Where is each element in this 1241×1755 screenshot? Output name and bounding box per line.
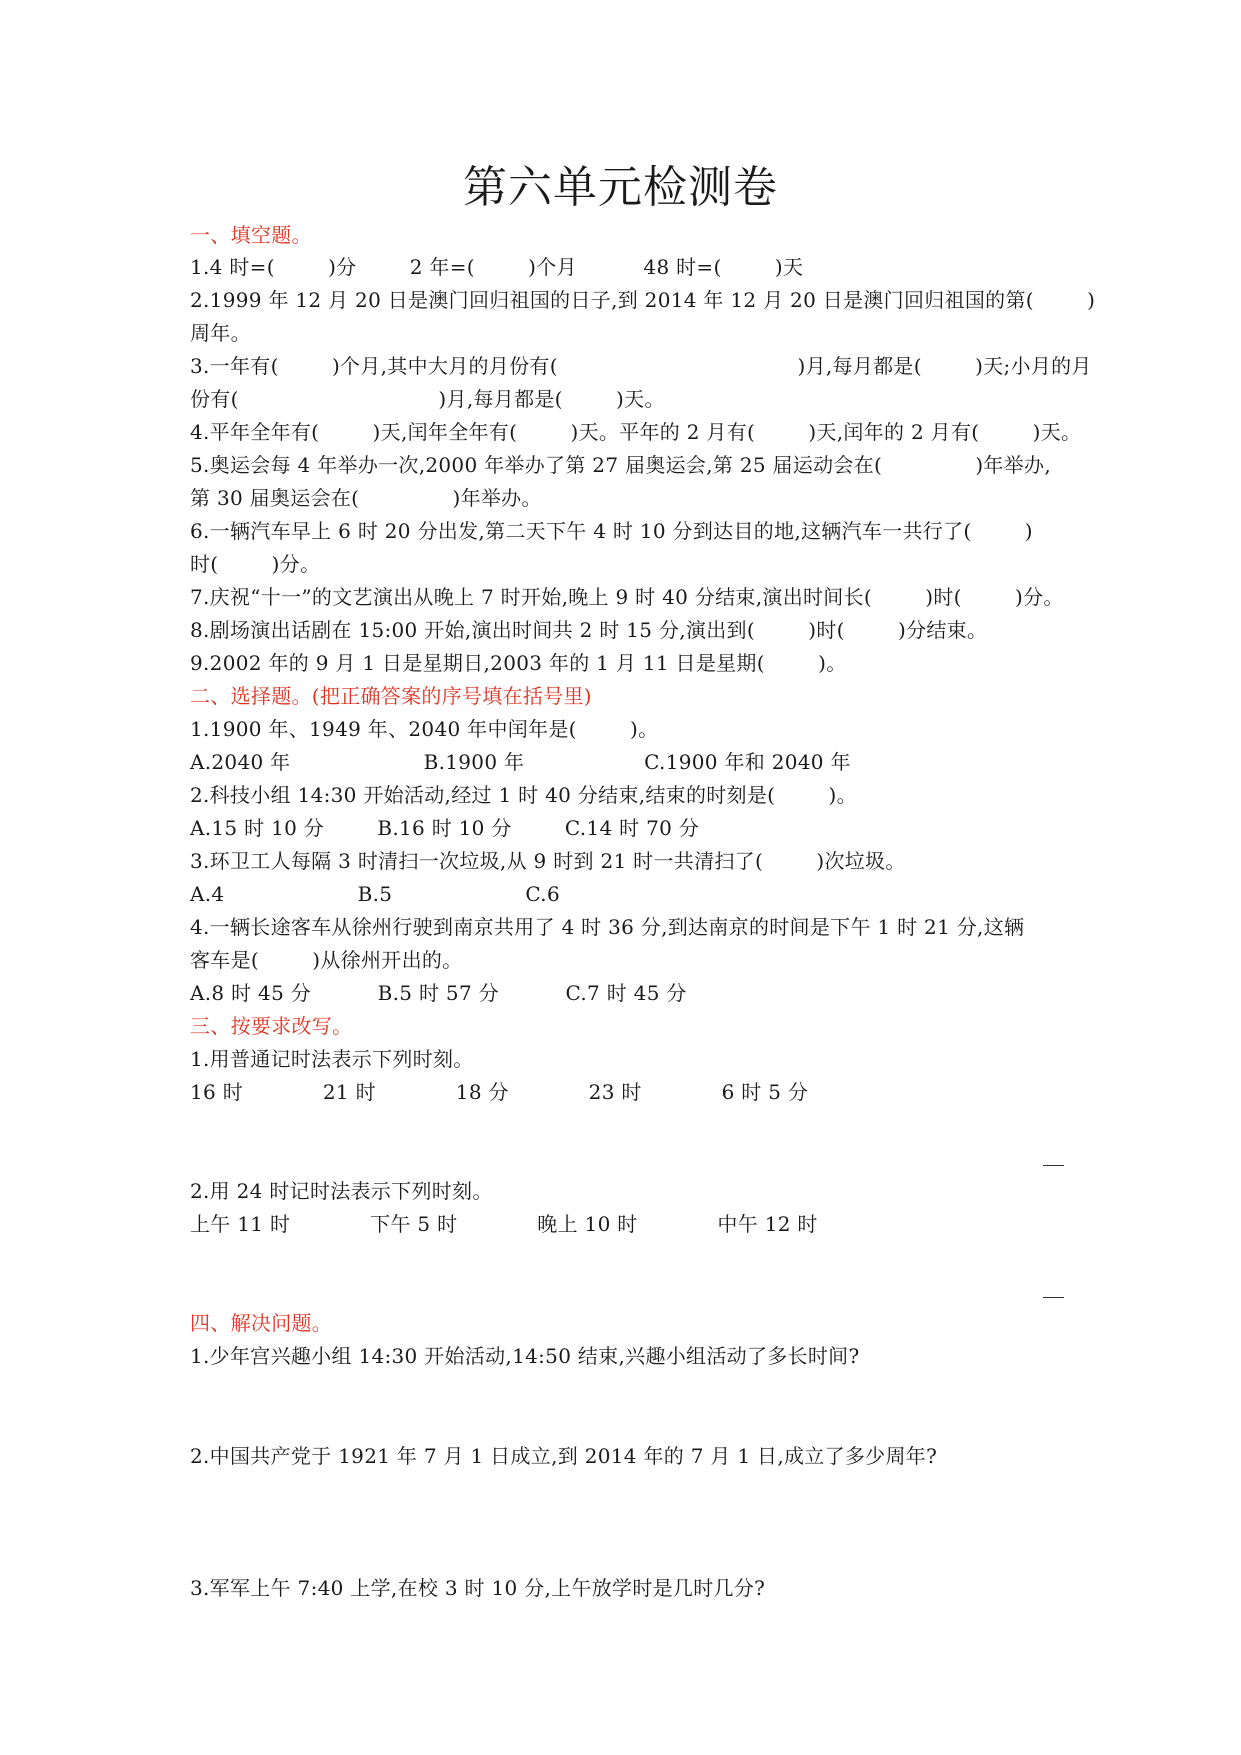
rewrite-items-2: 上午 11 时 下午 5 时 晚上 10 时 中午 12 时 <box>190 1212 818 1236</box>
fill-question-3-line-2: 份有( )月,每月都是( )天。 <box>190 387 665 411</box>
choice-question-1: 1.1900 年、1949 年、2040 年中闰年是( )。 <box>190 717 659 741</box>
section-heading-problems: 四、解决问题。 <box>190 1311 333 1335</box>
problem-2: 2.中国共产党于 1921 年 7 月 1 日成立,到 2014 年的 7 月 1 日,成立了多少周年? <box>190 1444 938 1468</box>
section-heading-choice: 二、选择题。(把正确答案的序号填在括号里) <box>190 684 592 708</box>
choice-options-2: A.15 时 10 分 B.16 时 10 分 C.14 时 70 分 <box>190 816 700 840</box>
fill-question-9: 9.2002 年的 9 月 1 日是星期日,2003 年的 1 月 11 日是星期( )。 <box>190 651 847 675</box>
fill-question-6-line-1: 6.一辆汽车早上 6 时 20 分出发,第二天下午 4 时 10 分到达目的地,这辆汽车一共行了( ) <box>190 519 1033 543</box>
section-heading-rewrite: 三、按要求改写。 <box>190 1014 353 1038</box>
choice-options-1: A.2040 年 B.1900 年 C.1900 年和 2040 年 <box>190 750 851 774</box>
fill-question-1: 1.4 时=( )分 2 年=( )个月 48 时=( )天 <box>190 255 804 279</box>
fill-question-3-line-1: 3.一年有( )个月,其中大月的月份有( )月,每月都是( )天;小月的月 <box>190 354 1092 378</box>
fill-question-8: 8.剧场演出话剧在 15:00 开始,演出时间共 2 时 15 分,演出到( )时( )分结束。 <box>190 618 988 642</box>
fill-question-2-line-2: 周年。 <box>190 321 251 345</box>
rewrite-items-1: 16 时 21 时 18 分 23 时 6 时 5 分 <box>190 1080 809 1104</box>
rewrite-task-1: 1.用普通记时法表示下列时刻。 <box>190 1047 474 1071</box>
divider <box>1043 1297 1064 1298</box>
page-title: 第六单元检测卷 <box>463 162 778 213</box>
fill-question-6-line-2: 时( )分。 <box>190 552 321 576</box>
fill-question-5-line-1: 5.奥运会每 4 年举办一次,2000 年举办了第 27 届奥运会,第 25 届运动会在( )年举办, <box>190 453 1051 477</box>
rewrite-task-2: 2.用 24 时记时法表示下列时刻。 <box>190 1179 493 1203</box>
fill-question-5-line-2: 第 30 届奥运会在( )年举办。 <box>190 486 542 510</box>
problem-1: 1.少年宫兴趣小组 14:30 开始活动,14:50 结束,兴趣小组活动了多长时间? <box>190 1344 860 1368</box>
divider <box>1043 1165 1064 1166</box>
section-heading-fill-in: 一、填空题。 <box>190 223 312 247</box>
fill-question-4: 4.平年全年有( )天,闰年全年有( )天。平年的 2 月有( )天,闰年的 2 月有( )天。 <box>190 420 1082 444</box>
problem-3: 3.军军上午 7:40 上学,在校 3 时 10 分,上午放学时是几时几分? <box>190 1576 766 1600</box>
choice-question-4-line-1: 4.一辆长途客车从徐州行驶到南京共用了 4 时 36 分,到达南京的时间是下午 1 时 21 分,这辆 <box>190 915 1025 939</box>
fill-question-2-line-1: 2.1999 年 12 月 20 日是澳门回归祖国的日子,到 2014 年 12 月 20 日是澳门回归祖国的第( ) <box>190 288 1096 312</box>
fill-question-7: 7.庆祝“十一”的文艺演出从晚上 7 时开始,晚上 9 时 40 分结束,演出时间长( )时( )分。 <box>190 585 1064 609</box>
choice-options-3: A.4 B.5 C.6 <box>190 882 560 906</box>
choice-question-3: 3.环卫工人每隔 3 时清扫一次垃圾,从 9 时到 21 时一共清扫了( )次垃圾。 <box>190 849 906 873</box>
choice-question-4-line-2: 客车是( )从徐州开出的。 <box>190 948 463 972</box>
choice-question-2: 2.科技小组 14:30 开始活动,经过 1 时 40 分结束,结束的时刻是( )。 <box>190 783 857 807</box>
choice-options-4: A.8 时 45 分 B.5 时 57 分 C.7 时 45 分 <box>190 981 687 1005</box>
